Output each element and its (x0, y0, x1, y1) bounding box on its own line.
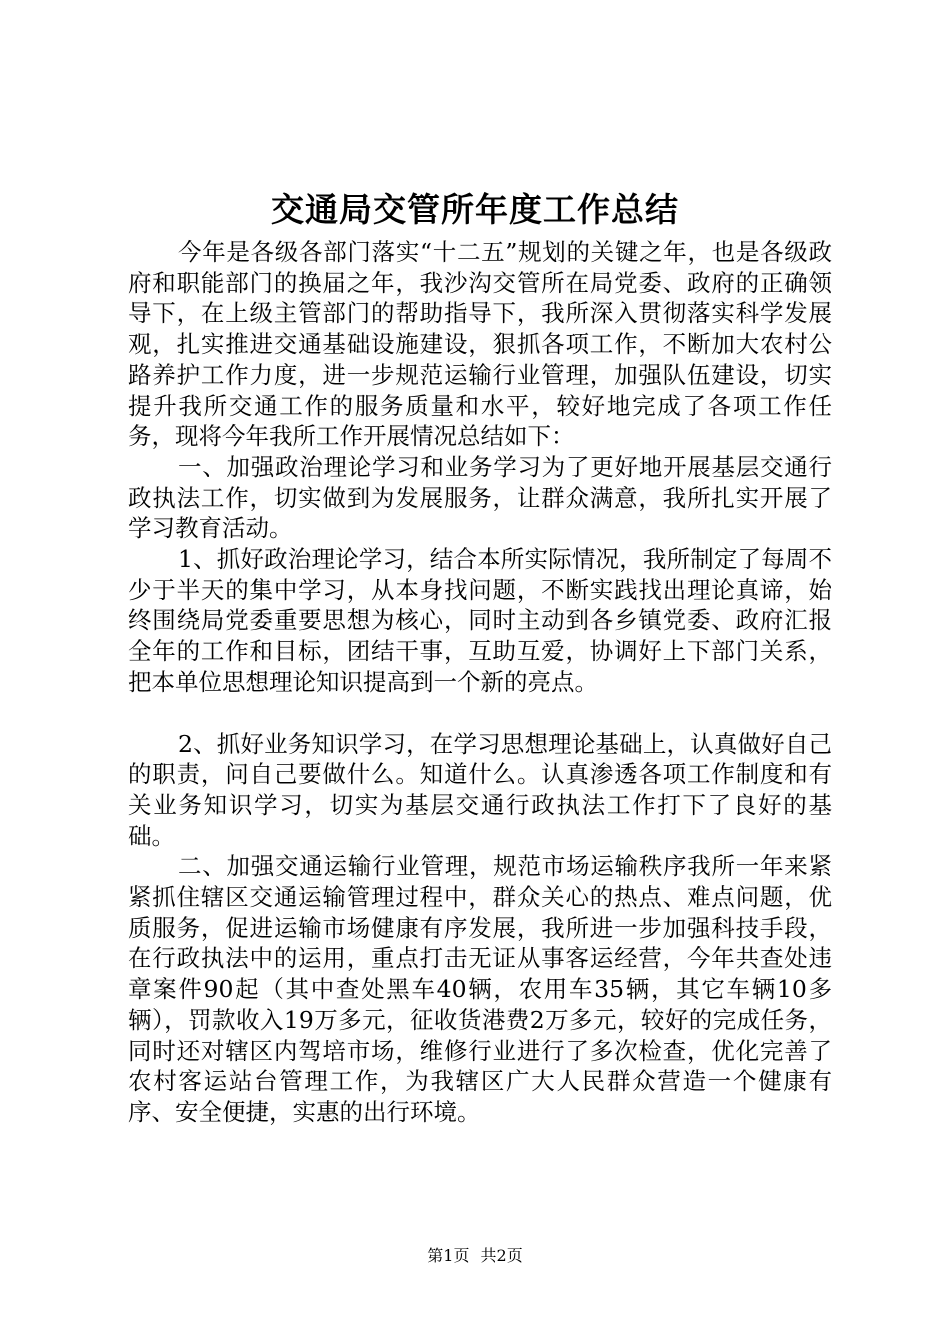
paragraph-section-1: 一、加强政治理论学习和业务学习为了更好地开展基层交通行政执法工作，切实做到为发展服务，让群众满意，我所扎实开展了学习教育活动。 (128, 452, 832, 543)
page-number: 第1页 (427, 1246, 470, 1265)
paragraph-item-2: 2、抓好业务知识学习，在学习思想理论基础上，认真做好自己的职责，问自己要做什么。知道什么。认真渗透各项工作制度和有关业务知识学习，切实为基层交通行政执法工作打下了良好的基础。 (128, 729, 832, 850)
paragraph-item-1: 1、抓好政治理论学习，结合本所实际情况，我所制定了每周不少于半天的集中学习，从本身找问题，不断实践找出理论真谛，始终围绕局党委重要思想为核心，同时主动到各乡镇党委、政府汇报全年的工作和目标，团结干事，互助互爱，协调好上下部门关系，把本单位思想理论知识提高到一个新的亮点。 (128, 545, 832, 696)
paragraph-section-2: 二、加强交通运输行业管理，规范市场运输秩序我所一年来紧紧抓住辖区交通运输管理过程中，群众关心的热点、难点问题，优质服务，促进运输市场健康有序发展，我所进一步加强科技手段，在行政执法中的运用，重点打击无证从事客运经营，今年共查处违章案件90起（其中查处黑车40辆，农用车35辆，其它车辆10多辆），罚款收入19万多元，征收货港费2万多元，较好的完成任务，同时还对辖区内驾培市场，维修行业进行了多次检查，优化完善了农村客运站台管理工作，为我辖区广大人民群众营造一个健康有序、安全便捷，实惠的出行环境。 (128, 852, 832, 1126)
paragraph-intro: 今年是各级各部门落实“十二五”规划的关键之年，也是各级政府和职能部门的换届之年，我沙沟交管所在局党委、政府的正确领导下，在上级主管部门的帮助指导下，我所深入贯彻落实科学发展观，扎实推进交通基础设施建设，狠抓各项工作，不断加大农村公路养护工作力度，进一步规范运输行业管理，加强队伍建设，切实提升我所交通工作的服务质量和水平，较好地完成了各项工作任务，现将今年我所工作开展情况总结如下： (128, 238, 832, 451)
document-title: 交通局交管所年度工作总结 (271, 190, 679, 229)
document-body (128, 237, 832, 1128)
page-total: 共2页 (480, 1246, 523, 1265)
page-footer (0, 1244, 950, 1268)
